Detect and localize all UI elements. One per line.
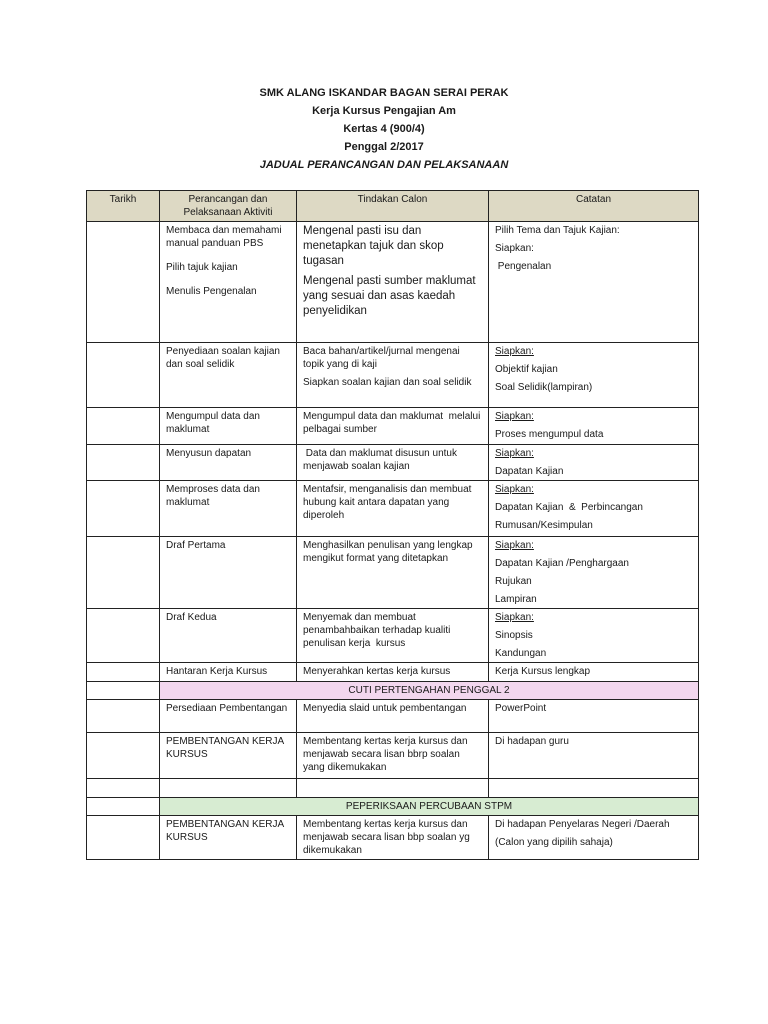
catatan-text: Siapkan: (495, 243, 534, 254)
cell-tindakan (297, 343, 489, 408)
table-row (87, 663, 699, 682)
band-row (87, 798, 699, 816)
tindakan-text: Siapkan soalan kajian dan soal selidik (303, 377, 472, 388)
catatan-text: Dapatan Kajian /Penghargaan (495, 558, 629, 569)
aktiviti-text: Membaca dan memahami manual panduan PBS (166, 225, 282, 249)
cell-tarikh (87, 408, 160, 445)
catatan-text: Siapkan: (495, 484, 534, 495)
aktiviti-text: Draf Pertama (166, 540, 226, 551)
aktiviti-text: Persediaan Pembentangan (166, 703, 288, 714)
cell-tindakan (297, 481, 489, 537)
catatan-text: Kandungan (495, 648, 547, 659)
document-header (0, 84, 768, 174)
cell-catatan (489, 408, 699, 445)
cell-catatan (489, 816, 699, 860)
catatan-text: Siapkan: (495, 346, 534, 357)
aktiviti-text: Menyusun dapatan (166, 448, 252, 459)
table-row (87, 408, 699, 445)
catatan-text: (Calon yang dipilih sahaja) (495, 837, 613, 848)
cell-aktiviti (160, 222, 297, 343)
cell-catatan (489, 481, 699, 537)
cell-catatan (489, 343, 699, 408)
catatan-text: Pengenalan (495, 261, 552, 272)
catatan-text: Sinopsis (495, 630, 533, 641)
catatan-text: Dapatan Kajian (495, 466, 564, 477)
cell-aktiviti (160, 343, 297, 408)
cell-aktiviti (160, 733, 297, 779)
aktiviti-text: Draf Kedua (166, 612, 217, 623)
schedule-table (86, 190, 699, 860)
cell-tindakan (297, 408, 489, 445)
cell-tindakan (297, 663, 489, 682)
cell-tindakan (297, 445, 489, 481)
cell-catatan (489, 537, 699, 609)
aktiviti-text: Pilih tajuk kajian (166, 262, 238, 273)
catatan-text: Di hadapan Penyelaras Negeri /Daerah (495, 819, 670, 830)
cell-tarikh (87, 733, 160, 779)
cell-catatan (489, 222, 699, 343)
tindakan-text: Membentang kertas kerja kursus dan menjawab secara lisan bbp soalan yg dikemukakan (303, 819, 470, 856)
table-row (87, 816, 699, 860)
cell-aktiviti (160, 663, 297, 682)
tindakan-text: Mentafsir, menganalisis dan membuat hubung kait antara dapatan yang diperoleh (303, 484, 472, 521)
table-row (87, 222, 699, 343)
cell-aktiviti (160, 445, 297, 481)
cell-catatan (489, 609, 699, 663)
cell-tarikh (87, 609, 160, 663)
col-header-tindakan: Tindakan Calon (297, 191, 489, 222)
cell-tarikh (87, 798, 160, 816)
catatan-text: Lampiran (495, 594, 537, 605)
cell-tindakan (297, 222, 489, 343)
aktiviti-text: Mengumpul data dan maklumat (166, 411, 260, 435)
catatan-text: Rujukan (495, 576, 532, 587)
cell-catatan (489, 779, 699, 798)
col-header-aktiviti: Perancangan dan Pelaksanaan Aktiviti (160, 191, 297, 222)
col-header-tarikh: Tarikh (87, 191, 160, 222)
catatan-text: Siapkan: (495, 411, 534, 422)
term: Penggal 2/2017 (344, 141, 424, 153)
cell-aktiviti (160, 481, 297, 537)
tindakan-text: Membentang kertas kerja kursus dan menjawab secara lisan bbrp soalan yang dikemukakan (303, 736, 468, 773)
band-percubaan: PEPERIKSAAN PERCUBAAN STPM (160, 798, 699, 816)
cell-tindakan (297, 816, 489, 860)
cell-aktiviti (160, 537, 297, 609)
cell-tindakan (297, 537, 489, 609)
tindakan-text: Menyemak dan membuat penambahbaikan terhadap kualiti penulisan kerja kursus (303, 612, 454, 649)
tindakan-text: Mengenal pasti sumber maklumat yang sesuai dan asas kaedah penyelidikan (303, 275, 476, 317)
cell-aktiviti (160, 779, 297, 798)
aktiviti-text: PEMBENTANGAN KERJA KURSUS (166, 736, 284, 760)
aktiviti-text: Menulis Pengenalan (166, 286, 257, 297)
cell-tindakan (297, 700, 489, 733)
cell-aktiviti (160, 816, 297, 860)
table-header-row (87, 191, 699, 222)
cell-tarikh (87, 222, 160, 343)
cell-aktiviti (160, 408, 297, 445)
cell-tindakan (297, 609, 489, 663)
table-row (87, 700, 699, 733)
cell-tarikh (87, 663, 160, 682)
paper-code: Kertas 4 (900/4) (343, 123, 425, 135)
cell-tarikh (87, 700, 160, 733)
aktiviti-text: Hantaran Kerja Kursus (166, 666, 268, 677)
cell-catatan (489, 733, 699, 779)
catatan-text: Objektif kajian (495, 364, 558, 375)
cell-catatan (489, 663, 699, 682)
catatan-text: PowerPoint (495, 703, 547, 714)
col-header-catatan: Catatan (489, 191, 699, 222)
catatan-text: Dapatan Kajian & Perbincangan (495, 502, 643, 513)
tindakan-text: Menyerahkan kertas kerja kursus (303, 666, 451, 677)
cell-aktiviti (160, 609, 297, 663)
cell-tarikh (87, 445, 160, 481)
table-row (87, 537, 699, 609)
table-row (87, 445, 699, 481)
table-row (87, 481, 699, 537)
table-row (87, 779, 699, 798)
catatan-text: Rumusan/Kesimpulan (495, 520, 593, 531)
table-row (87, 609, 699, 663)
aktiviti-text: Penyediaan soalan kajian dan soal selidik (166, 346, 280, 370)
catatan-text: Di hadapan guru (495, 736, 569, 747)
band-cuti: CUTI PERTENGAHAN PENGGAL 2 (160, 682, 699, 700)
cell-tarikh (87, 343, 160, 408)
tindakan-text: Menyedia slaid untuk pembentangan (303, 703, 467, 714)
catatan-text: Siapkan: (495, 612, 534, 623)
cell-tarikh (87, 816, 160, 860)
document-title: JADUAL PERANCANGAN DAN PELAKSANAAN (259, 159, 509, 171)
cell-catatan (489, 700, 699, 733)
cell-catatan (489, 445, 699, 481)
tindakan-text: Mengenal pasti isu dan menetapkan tajuk dan skop tugasan (303, 225, 444, 267)
cell-tindakan (297, 779, 489, 798)
tindakan-text: Mengumpul data dan maklumat melalui pelbagai sumber (303, 411, 484, 435)
catatan-text: Soal Selidik(lampiran) (495, 382, 593, 393)
cell-aktiviti (160, 700, 297, 733)
aktiviti-text: Memproses data dan maklumat (166, 484, 260, 508)
cell-tarikh (87, 481, 160, 537)
tindakan-text: Baca bahan/artikel/jurnal mengenai topik yang di kaji (303, 346, 460, 370)
catatan-text: Siapkan: (495, 448, 534, 459)
cell-tarikh (87, 682, 160, 700)
school-name: SMK ALANG ISKANDAR BAGAN SERAI PERAK (259, 87, 509, 99)
cell-tarikh (87, 779, 160, 798)
band-row (87, 682, 699, 700)
table-row (87, 343, 699, 408)
aktiviti-text: PEMBENTANGAN KERJA KURSUS (166, 819, 284, 843)
cell-tindakan (297, 733, 489, 779)
tindakan-text: Menghasilkan penulisan yang lengkap mengikut format yang ditetapkan (303, 540, 473, 564)
catatan-text: Kerja Kursus lengkap (495, 666, 591, 677)
catatan-text: Pilih Tema dan Tajuk Kajian: (495, 225, 620, 236)
catatan-text: Siapkan: (495, 540, 534, 551)
cell-tarikh (87, 537, 160, 609)
table-row (87, 733, 699, 779)
tindakan-text: Data dan maklumat disusun untuk menjawab soalan kajian (303, 448, 460, 472)
catatan-text: Proses mengumpul data (495, 429, 604, 440)
course-title: Kerja Kursus Pengajian Am (312, 105, 456, 117)
